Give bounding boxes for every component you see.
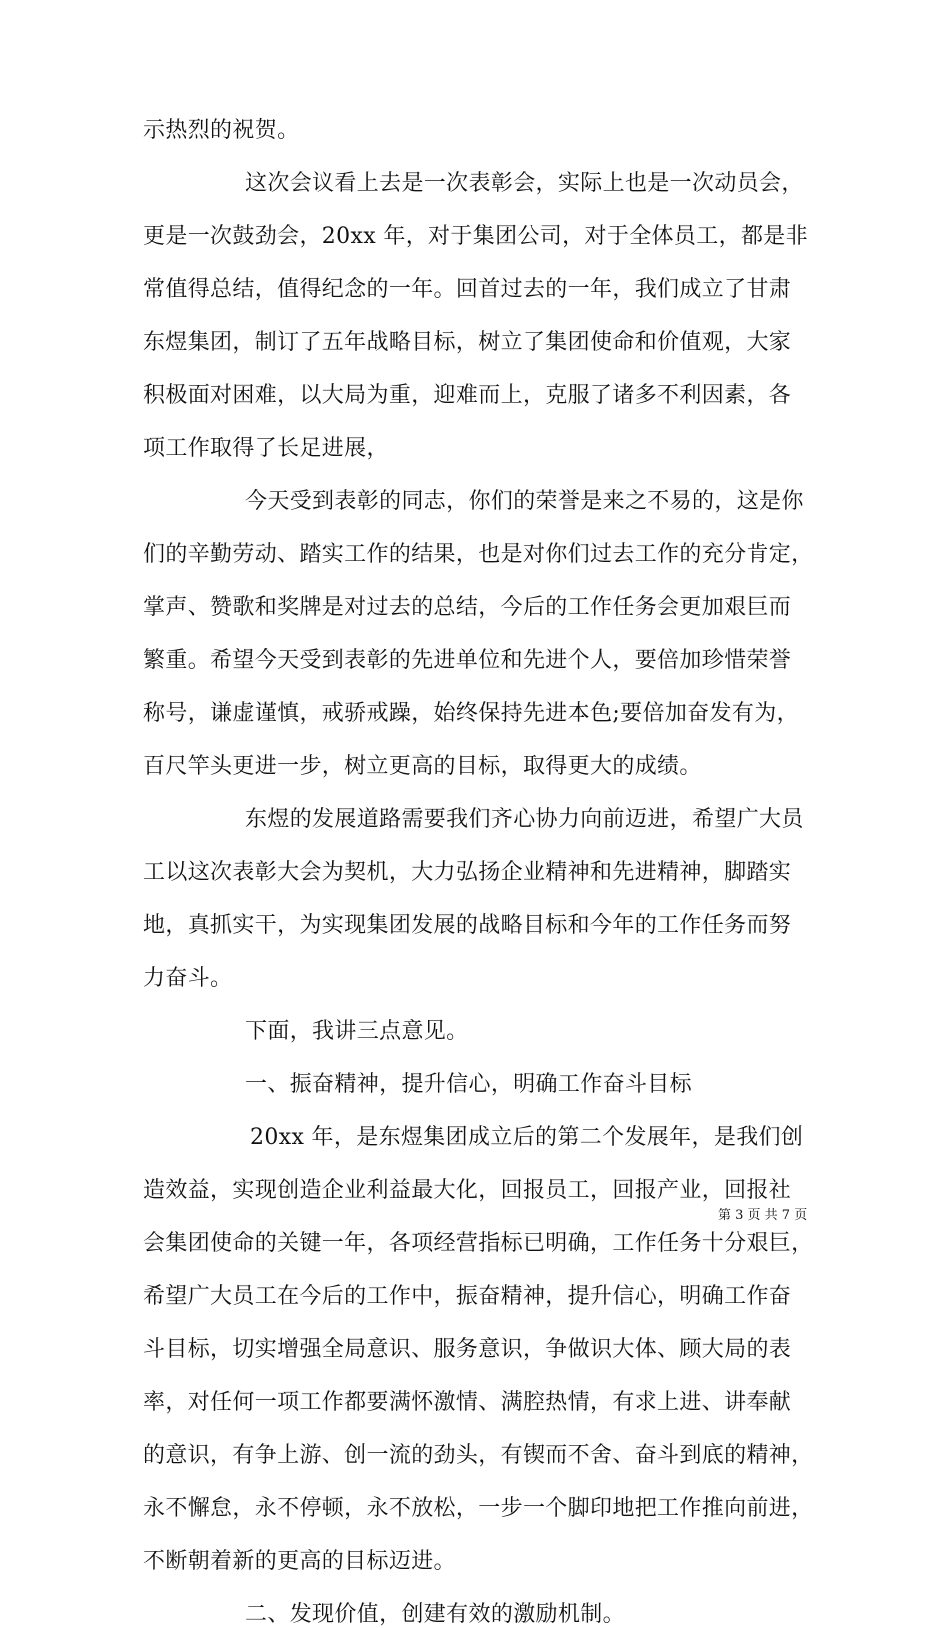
paragraph-start-line: 今天受到表彰的同志，你们的荣誉是来之不易的，这是你 [245, 489, 804, 514]
text-line: 会集团使命的关键一年，各项经营指标已明确，工作任务十分艰巨， [143, 1231, 814, 1256]
text-line: 斗目标，切实增强全局意识、服务意识，争做识大体、顾大局的表 [143, 1337, 792, 1362]
text-line: 力奋斗。 [143, 966, 233, 991]
text-line: 百尺竿头更进一步，树立更高的目标，取得更大的成绩。 [143, 754, 702, 779]
page-number-footer: 第 3 页 共 7 页 [718, 1208, 808, 1223]
text-line: 掌声、赞歌和奖牌是对过去的总结，今后的工作任务会更加艰巨而 [143, 595, 792, 620]
text-line: 更是一次鼓劲会，20xx 年，对于集团公司，对于全体员工，都是非 [143, 224, 809, 249]
paragraph-start-line: 这次会议看上去是一次表彰会，实际上也是一次动员会， [245, 171, 804, 196]
text-line: 们的辛勤劳动、踏实工作的结果，也是对你们过去工作的充分肯定， [143, 542, 814, 567]
text-line: 造效益，实现创造企业利益最大化，回报员工，回报产业，回报社 [143, 1178, 792, 1203]
paragraph-start-line: 下面，我讲三点意见。 [245, 1019, 469, 1044]
text-line: 示热烈的祝贺。 [143, 118, 300, 143]
text-line: 不断朝着新的更高的目标迈进。 [143, 1549, 456, 1574]
section-heading: 二、发现价值，创建有效的激励机制。 [245, 1602, 625, 1627]
text-line: 称号，谦虚谨慎，戒骄戒躁，始终保持先进本色;要倍加奋发有为， [143, 701, 799, 726]
text-line: 率，对任何一项工作都要满怀激情、满腔热情，有求上进、讲奉献 [143, 1390, 792, 1415]
paragraph-start-line: 东煜的发展道路需要我们齐心协力向前迈进，希望广大员 [245, 807, 804, 832]
text-line: 常值得总结，值得纪念的一年。回首过去的一年，我们成立了甘肃 [143, 277, 792, 302]
section-heading: 一、振奋精神，提升信心，明确工作奋斗目标 [245, 1072, 693, 1097]
text-line: 永不懈怠，永不停顿，永不放松，一步一个脚印地把工作推向前进， [143, 1496, 814, 1521]
text-line: 地，真抓实干，为实现集团发展的战略目标和今年的工作任务而努 [143, 913, 792, 938]
text-line: 积极面对困难，以大局为重，迎难而上，克服了诸多不利因素，各 [143, 383, 792, 408]
text-line: 的意识，有争上游、创一流的劲头，有锲而不舍、奋斗到底的精神， [143, 1443, 814, 1468]
text-line: 项工作取得了长足进展， [143, 436, 389, 461]
text-line: 工以这次表彰大会为契机，大力弘扬企业精神和先进精神，脚踏实 [143, 860, 792, 885]
text-line: 繁重。希望今天受到表彰的先进单位和先进个人，要倍加珍惜荣誉 [143, 648, 792, 673]
text-line: 希望广大员工在今后的工作中，振奋精神，提升信心，明确工作奋 [143, 1284, 792, 1309]
text-line: 东煜集团，制订了五年战略目标，树立了集团使命和价值观，大家 [143, 330, 792, 355]
paragraph-start-line: 20xx 年，是东煜集团成立后的第二个发展年，是我们创 [250, 1125, 804, 1150]
